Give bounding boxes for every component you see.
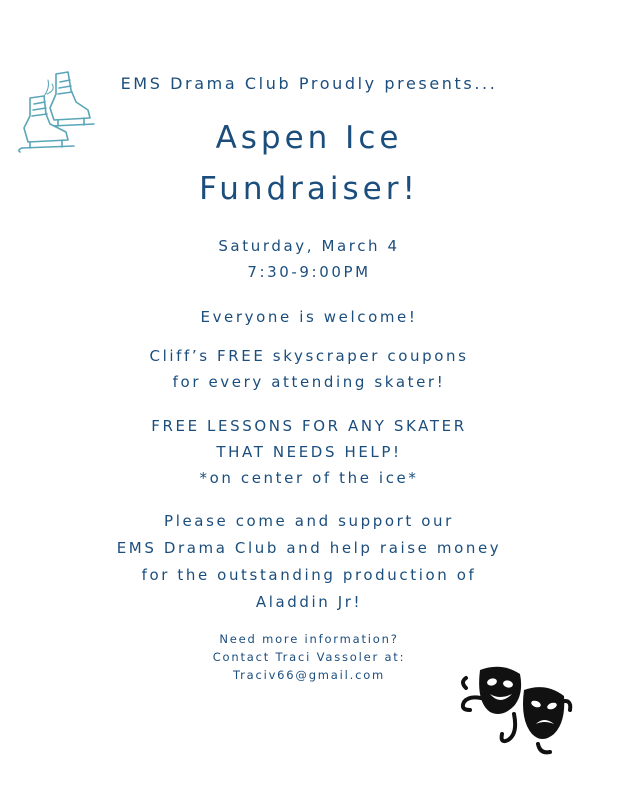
theater-masks-icon xyxy=(458,660,576,758)
lessons-line-2: THAT NEEDS HELP! xyxy=(216,443,402,461)
contact-email: Traciv66@gmail.com xyxy=(232,668,386,682)
title-line-1: Aspen Ice xyxy=(215,120,403,156)
welcome-line: Everyone is welcome! xyxy=(200,308,418,326)
event-time: 7:30-9:00PM xyxy=(247,263,371,281)
lessons-line-1: FREE LESSONS FOR ANY SKATER xyxy=(151,417,467,435)
info-line-1: Need more information? xyxy=(219,632,399,646)
info-line-2: Contact Traci Vassoler at: xyxy=(212,650,406,664)
coupons-line-1: Cliff’s FREE skyscraper coupons xyxy=(149,347,469,365)
event-date: Saturday, March 4 xyxy=(218,237,400,255)
presents-line: EMS Drama Club Proudly presents... xyxy=(120,74,498,93)
title-line-2: Fundraiser! xyxy=(199,171,419,207)
lessons-line-3: *on center of the ice* xyxy=(199,469,419,487)
support-line-1: Please come and support our xyxy=(164,512,454,530)
support-line-3: for the outstanding production of xyxy=(141,566,477,584)
coupons-line-2: for every attending skater! xyxy=(172,373,446,391)
support-line-2: EMS Drama Club and help raise money xyxy=(116,539,502,557)
support-line-4: Aladdin Jr! xyxy=(255,593,363,611)
